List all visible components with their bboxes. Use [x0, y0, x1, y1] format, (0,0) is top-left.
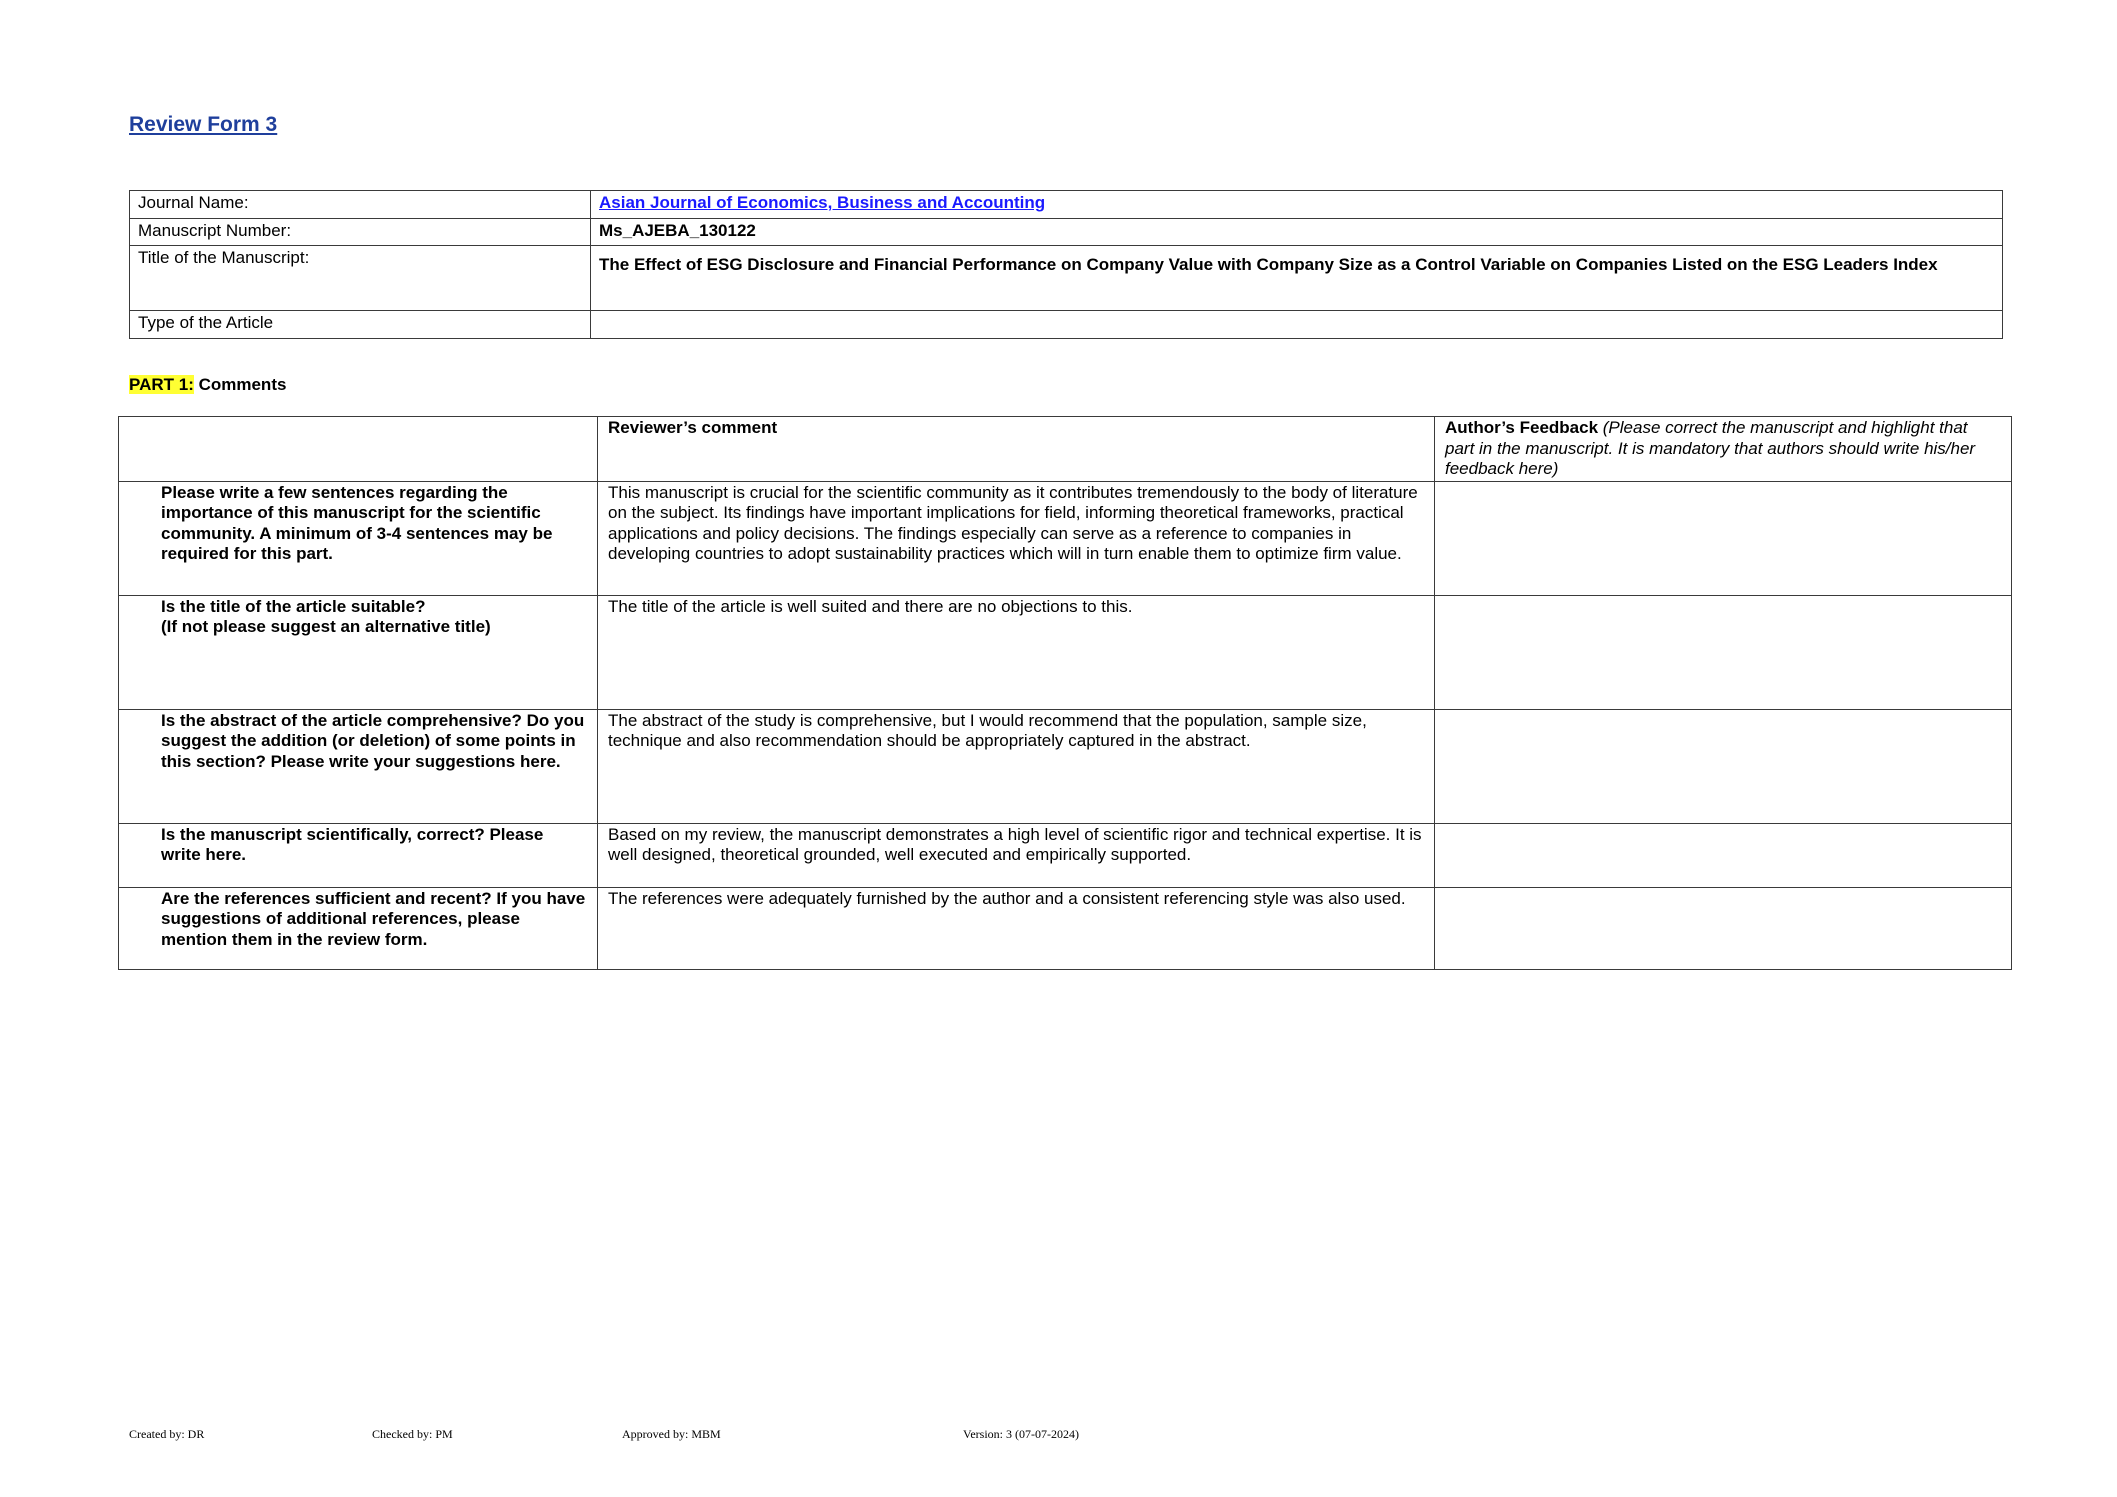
author-feedback-abstract[interactable]: [1435, 709, 2012, 823]
part1-label: PART 1:: [129, 375, 194, 394]
reviewer-comment-references: The references were adequately furnished by the author and a consistent referencing style was also used.: [598, 887, 1435, 969]
manuscript-title-value: The Effect of ESG Disclosure and Financial Performance on Company Value with Company Size as a Control Variable on Companies Listed on the ESG Leaders Index: [591, 246, 2003, 311]
question-scientific: Is the manuscript scientifically, correct? Please write here.: [119, 823, 598, 887]
reviewer-comment-header: Reviewer’s comment: [598, 417, 1435, 482]
question-title: [119, 595, 598, 709]
comments-table: [118, 416, 2012, 970]
footer-version: Version: 3 (07-07-2024): [963, 1427, 1079, 1441]
comment-row-abstract: [119, 709, 2012, 823]
journal-label: Journal Name:: [130, 191, 591, 219]
comment-row-importance: [119, 481, 2012, 595]
article-type-value[interactable]: [591, 311, 2003, 339]
footer-approved-by: Approved by: MBM: [622, 1427, 721, 1441]
journal-value-cell: [591, 191, 2003, 219]
header-empty-cell: [119, 417, 598, 482]
question-title-line2: (If not please suggest an alternative title): [161, 617, 491, 636]
reviewer-comment-importance: This manuscript is crucial for the scientific community as it contributes tremendously to the body of literature on the subject. Its findings have important implications for field, informing theoretical frameworks, practical applications and policy decisions. The findings especially can serve as a reference to companies in developing countries to adopt sustainability practices which will in turn enable them to optimize firm value.: [598, 481, 1435, 595]
manuscript-title-label: Title of the Manuscript:: [130, 246, 591, 311]
author-feedback-scientific[interactable]: [1435, 823, 2012, 887]
author-feedback-header-note: (Please correct the manuscript and highlight that part in the manuscript. It is mandatory that authors should write his/her feedback here): [1445, 418, 1976, 478]
footer-created-by: Created by: DR: [129, 1427, 205, 1441]
part1-heading: [129, 375, 286, 395]
manuscript-number-value: Ms_AJEBA_130122: [591, 219, 2003, 246]
comments-header-row: [119, 417, 2012, 482]
article-type-label: Type of the Article: [130, 311, 591, 339]
review-form-title[interactable]: Review Form 3: [129, 113, 278, 136]
reviewer-comment-title: The title of the article is well suited and there are no objections to this.: [598, 595, 1435, 709]
question-references: Are the references sufficient and recent? If you have suggestions of additional references, please mention them in the review form.: [119, 887, 598, 969]
comment-row-scientific: [119, 823, 2012, 887]
question-abstract: Is the abstract of the article comprehensive? Do you suggest the addition (or deletion) of some points in this section? Please write your suggestions here.: [119, 709, 598, 823]
reviewer-comment-scientific: Based on my review, the manuscript demonstrates a high level of scientific rigor and technical expertise. It is well designed, theoretical grounded, well executed and empirically supported.: [598, 823, 1435, 887]
article-type-row: [130, 311, 2003, 339]
manuscript-info-table: [129, 190, 2003, 339]
manuscript-number-label: Manuscript Number:: [130, 219, 591, 246]
journal-row: [130, 191, 2003, 219]
author-feedback-references[interactable]: [1435, 887, 2012, 969]
question-importance: Please write a few sentences regarding the importance of this manuscript for the scientific community. A minimum of 3-4 sentences may be required for this part.: [119, 481, 598, 595]
author-feedback-header-label: Author’s Feedback: [1445, 418, 1599, 437]
author-feedback-header: [1435, 417, 2012, 482]
footer-checked-by: Checked by: PM: [372, 1427, 453, 1441]
reviewer-comment-abstract: The abstract of the study is comprehensive, but I would recommend that the population, sample size, technique and also recommendation should be appropriately captured in the abstract.: [598, 709, 1435, 823]
author-feedback-title[interactable]: [1435, 595, 2012, 709]
manuscript-title-row: [130, 246, 2003, 311]
question-title-line1: Is the title of the article suitable?: [161, 596, 426, 616]
part1-heading-text: Comments: [193, 375, 287, 394]
comment-row-references: [119, 887, 2012, 969]
journal-link[interactable]: Asian Journal of Economics, Business and Accounting: [599, 193, 1046, 212]
manuscript-number-row: [130, 219, 2003, 246]
comment-row-title: [119, 595, 2012, 709]
author-feedback-importance[interactable]: [1435, 481, 2012, 595]
